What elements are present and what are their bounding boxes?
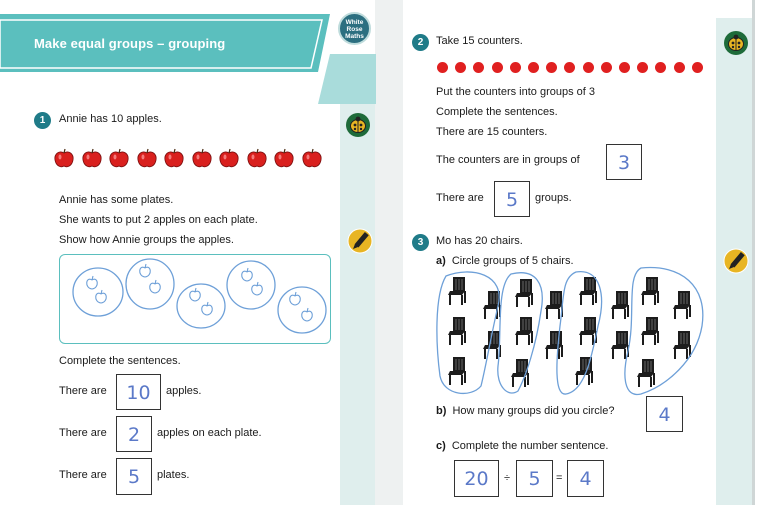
- counter: [564, 62, 575, 73]
- counter: [510, 62, 521, 73]
- q1-answer-box-3[interactable]: 5: [116, 458, 152, 495]
- ladybird-icon: [345, 112, 371, 138]
- q2-sentence1-start: The counters are in groups of: [436, 154, 580, 166]
- counter: [546, 62, 557, 73]
- q2-intro: Take 15 counters.: [436, 35, 523, 47]
- drawn-apple: [87, 276, 98, 289]
- q2-line3: There are 15 counters.: [436, 126, 548, 138]
- drawn-apple: [190, 288, 201, 301]
- q2-answer-box-1[interactable]: 3: [606, 144, 642, 180]
- apple-icon: [301, 147, 323, 169]
- white-rose-maths-logo: White Rose Maths: [338, 12, 371, 45]
- counter: [528, 62, 539, 73]
- q1-sentence2-end: apples on each plate.: [157, 427, 262, 439]
- q3-equation-dividend-box[interactable]: 20: [454, 460, 499, 497]
- apple-icon: [191, 147, 213, 169]
- drawn-apple: [140, 264, 151, 277]
- counter: [674, 62, 685, 73]
- drawn-apple: [252, 282, 263, 295]
- question-number-3: 3: [412, 234, 429, 251]
- apple-icon: [218, 147, 240, 169]
- left-page-edge-strip: [340, 100, 376, 505]
- ladybird-icon: [723, 30, 749, 56]
- q3-part-b: [436, 405, 614, 417]
- q3-part-c: [436, 440, 608, 452]
- q3-part-b-text: How many groups did you circle?: [452, 405, 615, 417]
- apple-icon: [136, 147, 158, 169]
- q3-division-sign: ÷: [504, 472, 511, 484]
- q1-answer-box-1[interactable]: 10: [116, 374, 161, 410]
- counter: [492, 62, 503, 73]
- apple-icon: [53, 147, 75, 169]
- drawn-apple: [242, 268, 253, 281]
- banner-tail: [318, 48, 376, 104]
- q1-complete-instruction: Complete the sentences.: [59, 355, 181, 367]
- counter: [655, 62, 666, 73]
- apple-icon: [108, 147, 130, 169]
- right-page-border: [752, 0, 755, 505]
- q3-part-c-letter: c): [436, 440, 446, 452]
- counter: [583, 62, 594, 73]
- q1-sentence2-start: There are: [59, 427, 107, 439]
- q3-intro: Mo has 20 chairs.: [436, 235, 523, 247]
- drawn-apple-groups: [59, 254, 331, 344]
- q1-intro: Annie has 10 apples.: [59, 113, 162, 125]
- apple-icon: [163, 147, 185, 169]
- drawn-chair-groups: [436, 266, 706, 398]
- q2-sentence2-start: There are: [436, 192, 484, 204]
- q2-line2: Complete the sentences.: [436, 106, 558, 118]
- page-gutter: [375, 0, 403, 505]
- drawn-apple: [302, 308, 313, 321]
- q1-sentence3-end: plates.: [157, 469, 190, 481]
- pencil-icon: [723, 248, 749, 274]
- apple-icon: [81, 147, 103, 169]
- q1-line2: She wants to put 2 apples on each plate.: [59, 214, 258, 226]
- q1-sentence3-start: There are: [59, 469, 107, 481]
- pencil-icon: [347, 228, 373, 254]
- page-title: Make equal groups – grouping: [34, 36, 226, 51]
- q1-line3: Show how Annie groups the apples.: [59, 234, 234, 246]
- drawn-apple: [290, 292, 301, 305]
- question-number-1: 1: [34, 112, 51, 129]
- counter: [437, 62, 448, 73]
- q3-equation-divisor-box[interactable]: 5: [516, 460, 553, 497]
- q3-part-c-text: Complete the number sentence.: [451, 440, 609, 452]
- counter: [692, 62, 703, 73]
- q3-equals-sign: =: [556, 472, 563, 484]
- q3-part-a-letter: a): [436, 255, 446, 267]
- q3-part-a-text: Circle groups of 5 chairs.: [451, 255, 574, 267]
- drawn-apple: [96, 290, 107, 303]
- counter: [637, 62, 648, 73]
- q3-part-b-letter: b): [436, 405, 447, 417]
- counter: [619, 62, 630, 73]
- q2-answer-box-2[interactable]: 5: [494, 181, 530, 217]
- q1-sentence1-start: There are: [59, 385, 107, 397]
- q3-answer-box-b[interactable]: 4: [646, 396, 683, 432]
- q1-answer-box-2[interactable]: 2: [116, 416, 152, 452]
- q1-line1: Annie has some plates.: [59, 194, 174, 206]
- apple-icon: [273, 147, 295, 169]
- q2-line1: Put the counters into groups of 3: [436, 86, 595, 98]
- counter: [473, 62, 484, 73]
- drawn-apple: [150, 280, 161, 293]
- q2-sentence2-end: groups.: [535, 192, 572, 204]
- q1-sentence1-end: apples.: [166, 385, 202, 397]
- drawn-apple: [202, 302, 213, 315]
- counter: [601, 62, 612, 73]
- q3-equation-quotient-box[interactable]: 4: [567, 460, 604, 497]
- counter: [455, 62, 466, 73]
- question-number-2: 2: [412, 34, 429, 51]
- apple-icon: [246, 147, 268, 169]
